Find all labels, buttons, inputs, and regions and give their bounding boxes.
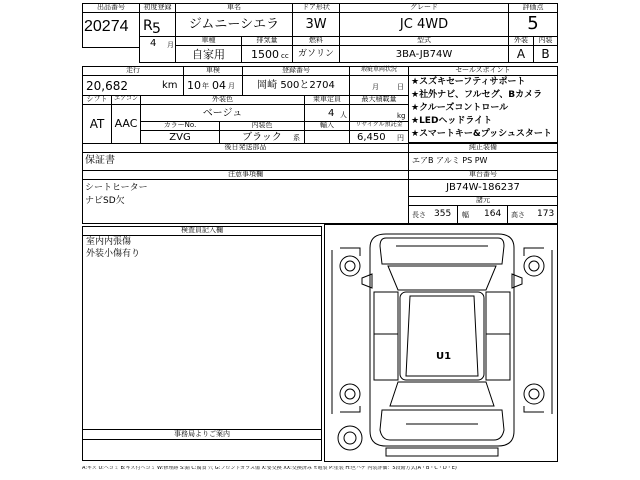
plate-value: 岡崎 500と2704 xyxy=(257,80,335,91)
inspector-label: 検査員記入欄 xyxy=(181,226,223,234)
color-value: ベージュ xyxy=(202,108,243,119)
exterior-grade-value: A xyxy=(516,47,526,61)
interior-grade-value: B xyxy=(541,47,550,61)
spare-tire xyxy=(338,426,362,450)
shift-value: AT xyxy=(89,117,105,131)
height-value: 173 xyxy=(537,209,555,219)
windshield-outline xyxy=(388,266,496,290)
damage-mark-u1: U1 xyxy=(436,351,452,362)
car-name-value: ジムニーシエラ xyxy=(188,17,280,32)
color-no-value: ZVG xyxy=(169,132,191,143)
length-value: 355 xyxy=(434,209,452,219)
chassis-value: JB74W-186237 xyxy=(446,182,520,193)
first-reg-label: 初度登録 xyxy=(143,3,172,11)
exterior-grade-label: 外装 xyxy=(514,36,528,44)
car-damage-diagram xyxy=(326,226,558,460)
month-unit: 月 xyxy=(167,41,174,49)
grade-value: JC 4WD xyxy=(399,17,449,32)
lot-no-label: 出品番号 xyxy=(97,3,125,11)
width-value: 164 xyxy=(484,209,502,219)
sales-point-3: ★クルーズコントロール xyxy=(411,103,509,113)
inspection-month: 04 xyxy=(212,79,226,92)
recycle-unit: 円 xyxy=(397,134,404,142)
vehicle-type-value: 自家用 xyxy=(192,48,225,61)
fuel-value: ガソリン xyxy=(297,49,334,59)
inspection-year: 10 xyxy=(187,79,201,92)
displacement-value: 1500 xyxy=(251,48,279,61)
year-value: 5 xyxy=(152,21,161,37)
ac-value: AAC xyxy=(114,117,138,130)
plate-label: 登録番号 xyxy=(282,66,310,74)
condition-month: 月 xyxy=(372,83,379,91)
recycle-value: 6,450 xyxy=(357,132,386,143)
tailgate-outline xyxy=(380,410,504,440)
front-right-wheel xyxy=(524,256,544,276)
front-left-wheel xyxy=(340,256,360,276)
sales-point-1: ★スズキセーフティサポート xyxy=(411,77,526,87)
accessories-value: 保証書 xyxy=(85,155,115,166)
inspection-year-unit: 年 xyxy=(202,82,209,90)
office-label: 事務局よりご案内 xyxy=(174,430,230,438)
era-value: R xyxy=(143,18,153,34)
score-label: 評価点 xyxy=(522,3,544,11)
sales-point-2: ★社外ナビ、フルセグ、Bカメラ xyxy=(411,90,543,100)
footer-legend: A:キズ U:ヘコミ B:キズ付ヘコミ W:修理跡 S:錆 C:腐食 穴 G:フロントガラス傷 X:要交換 XX:交換済み Y:亀裂 P:塗装 H:色ハゲ 内装評価：5段階方式(A・B・C・D・E) xyxy=(82,466,457,471)
ac-label: エアコン xyxy=(114,95,138,102)
month-value: 4 xyxy=(150,38,157,49)
car-name-label: 車名 xyxy=(227,3,241,11)
height-label: 高さ xyxy=(511,211,525,219)
notes-label: 注意事項欄 xyxy=(228,170,263,178)
score-value: 5 xyxy=(527,13,539,34)
fuel-label: 燃料 xyxy=(309,36,323,44)
right-door-outline xyxy=(486,292,510,380)
rear-left-wheel xyxy=(340,384,360,404)
rear-window-outline xyxy=(390,382,494,406)
chassis-label: 車台番号 xyxy=(469,170,497,178)
inspection-month-unit: 月 xyxy=(228,82,235,90)
capacity-label: 乗車定員 xyxy=(313,95,341,103)
sales-point-5: ★スマートキー&プッシュスタート xyxy=(411,129,552,139)
condition-label: 瑕疵車両状況 xyxy=(360,66,397,73)
interior-color-value: ブラック xyxy=(242,132,282,143)
sales-points-label: セールスポイント xyxy=(455,66,511,74)
capacity-unit: 人 xyxy=(340,111,347,119)
dimensions-label: 諸元 xyxy=(476,196,490,204)
mileage-value: 20,682 xyxy=(86,79,128,93)
mileage-unit: km xyxy=(162,80,178,91)
hood-outline xyxy=(380,238,504,264)
grade-label: グレード xyxy=(410,3,438,11)
condition-day: 日 xyxy=(397,83,404,91)
left-door-outline xyxy=(374,292,398,380)
color-no-label: カラーNo. xyxy=(163,121,197,129)
mileage-label: 走行 xyxy=(126,66,140,74)
rear-bumper-outline xyxy=(386,448,498,456)
roof-outline xyxy=(400,292,484,380)
doors-label: ドア形状 xyxy=(302,3,330,11)
length-label: 長さ xyxy=(412,211,426,219)
vehicle-type-label: 車種 xyxy=(201,36,216,44)
inspection-label: 車検 xyxy=(206,66,220,74)
equipment-label: 純正装備 xyxy=(469,143,497,151)
note-2: ナビSD欠 xyxy=(85,196,125,206)
accessories-label: 後日発送部品 xyxy=(224,143,267,151)
interior-color-suffix: 系 xyxy=(293,134,300,142)
color-label: 外装色 xyxy=(212,95,233,103)
capacity-value: 4 xyxy=(328,108,335,119)
inspector-note-1: 室内内張傷 xyxy=(86,237,132,247)
note-1: シートヒーター xyxy=(85,183,148,193)
load-unit: kg xyxy=(397,112,406,120)
rear-right-wheel xyxy=(524,384,544,404)
interior-color-label: 内装色 xyxy=(251,121,273,129)
import-label: 輸入 xyxy=(320,121,334,129)
displacement-unit: cc xyxy=(281,52,289,60)
recycle-label: リサイクル預託金 xyxy=(355,121,403,128)
shift-label: シフト xyxy=(86,95,108,103)
model-value: 3BA-JB74W xyxy=(395,49,453,60)
lot-no-value: 20274 xyxy=(84,18,129,35)
equipment-value: エアB アルミ PS PW xyxy=(412,156,488,165)
model-label: 型式 xyxy=(417,36,431,44)
doors-value: 3W xyxy=(305,17,327,32)
sales-point-4: ★LEDヘッドライト xyxy=(411,116,493,126)
inspector-note-2: 外装小傷有り xyxy=(86,249,141,259)
displacement-label: 排気量 xyxy=(256,36,278,44)
width-label: 幅 xyxy=(462,211,469,219)
load-label: 最大積載量 xyxy=(361,95,397,103)
interior-grade-label: 内装 xyxy=(538,36,553,44)
